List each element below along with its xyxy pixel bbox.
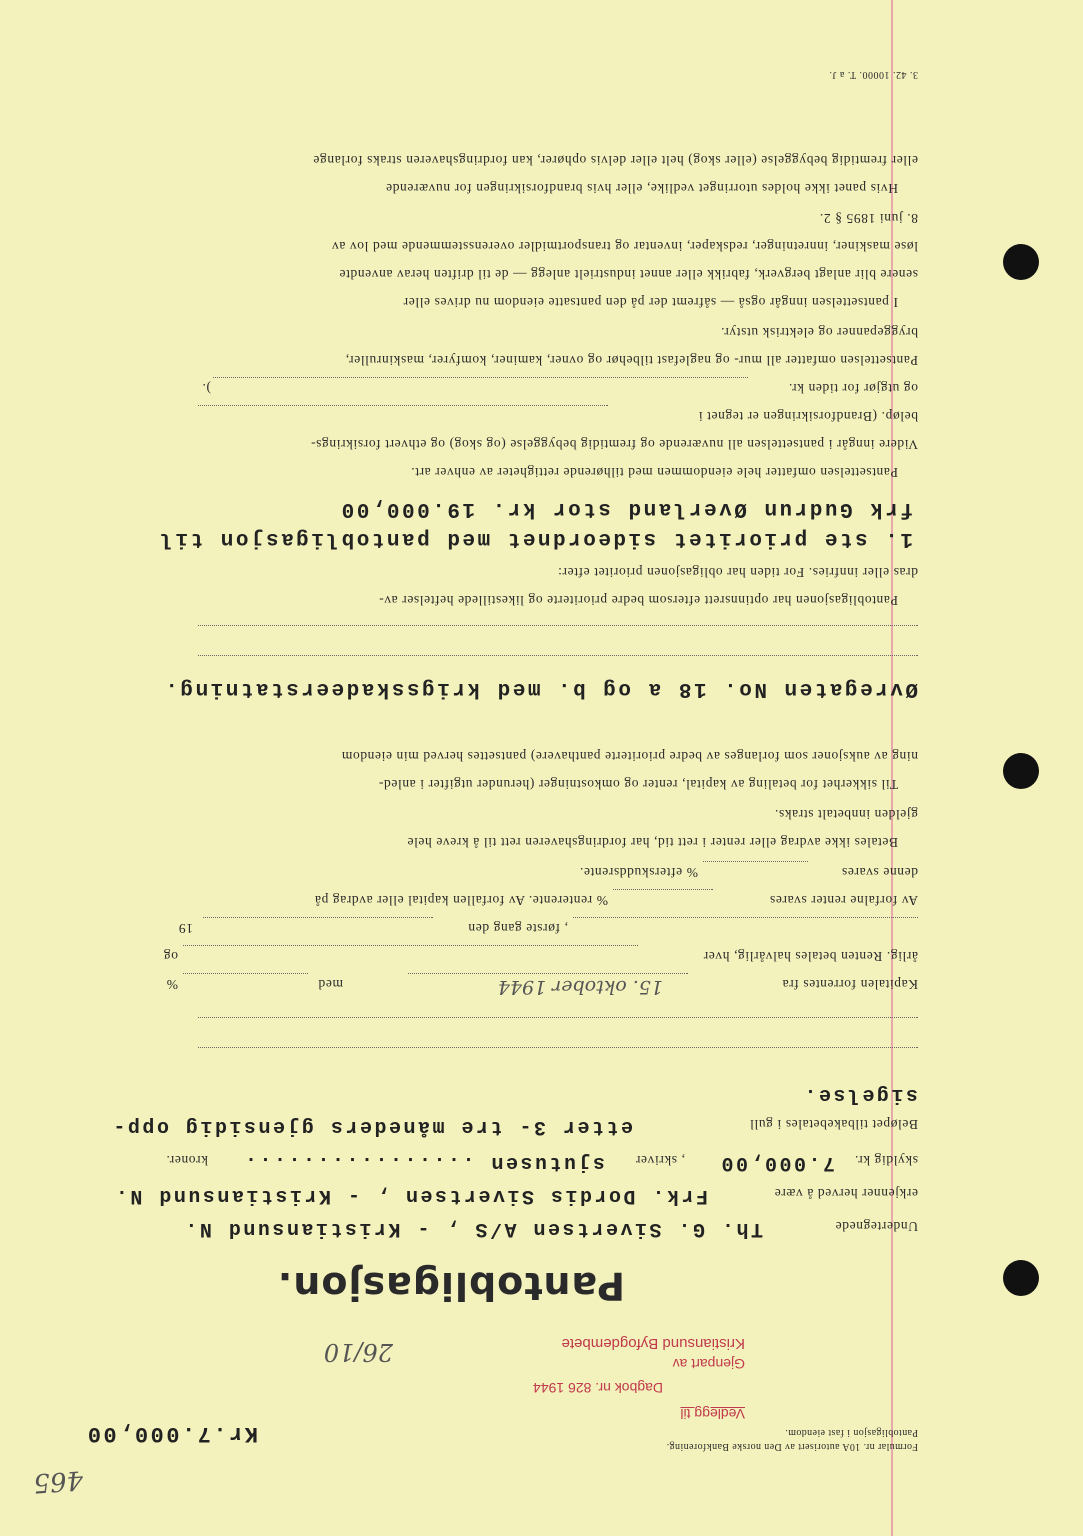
blank-line bbox=[183, 973, 308, 974]
paragraph-priority-2: dras eller innfries. For tiden har obligasjonen prioritet efter: bbox=[557, 565, 918, 580]
paragraph-fixtures-1: Pantsettelsen omfatter all mur- og naglefast tilbehør og ovner, kaminer, komfyrer, maskinruller, bbox=[345, 353, 918, 368]
blank-line bbox=[198, 625, 918, 626]
print-code: 3. 42. 10000. T. a J. bbox=[828, 69, 918, 80]
interest-line-1c: % bbox=[166, 977, 178, 992]
interest-line-3a: , første gang den bbox=[467, 921, 568, 936]
paragraph-fixtures-2: bryggepanner og elektrisk utstyr. bbox=[720, 325, 918, 340]
paragraph-insurance-2: beløp. (Brandforsikringen er tegnet i bbox=[698, 409, 918, 424]
stamp-line-4: Kristiansund Byfogdembete bbox=[561, 1335, 745, 1352]
blank-line bbox=[573, 917, 918, 918]
paragraph-insurance-1: Videre inngår i pantsettelsen all nuværende og fremtidig bebyggelse (og skog) og ethvert forsikrings- bbox=[310, 437, 918, 452]
blank-line bbox=[198, 655, 918, 656]
undersigned-label: Undertegnede bbox=[835, 1219, 918, 1234]
repayment-label: Beløpet tilbakebetales i gull bbox=[749, 1117, 918, 1132]
acknowledge-label: erkjenner herved å være bbox=[774, 1186, 918, 1201]
paragraph-insurance-3: og utgjør for tiden kr. bbox=[788, 381, 918, 396]
paragraph-default-2: gjelden innbetalt straks. bbox=[774, 807, 918, 822]
interest-line-1a: Kapitalen forrentes fra bbox=[782, 977, 918, 992]
owe-label: skyldig kr. bbox=[854, 1153, 918, 1168]
amount-words: sjutusen ................ bbox=[242, 1151, 605, 1174]
kroner-label: kroner. bbox=[165, 1153, 208, 1168]
paragraph-scope: Pantsettelsen omfatter hele eiendommen med tilhørende rettigheter av enhver art. bbox=[410, 465, 898, 480]
punch-hole-top bbox=[1003, 1260, 1039, 1296]
interest-line-2b: og bbox=[163, 949, 178, 964]
blank-line bbox=[183, 945, 638, 946]
paragraph-industrial-1: I pantsettelsen inngår også — såfremt der på den pantsatte eiendom nu drives eller bbox=[403, 295, 898, 310]
paragraph-priority-1: Pantobligasjonen har optinnsrett eftersom bedre prioriterte og likestillede heftelser av- bbox=[378, 593, 898, 608]
form-info-2: Pantobligasjon i fast eiendom. bbox=[784, 1427, 918, 1438]
interest-start-date: 15. oktober 1944 bbox=[497, 976, 663, 998]
blank-line bbox=[198, 405, 608, 406]
paragraph-default-1: Betales ikke avdrag eller renter i rett tid, har fordringshaveren rett til å kreve hele bbox=[406, 835, 898, 850]
interest-line-5b: % efterskuddsrente. bbox=[579, 865, 698, 880]
priority-entry-1: 1. ste prioritet sideordnet med pantobligasjon til bbox=[157, 527, 913, 550]
interest-line-4b: % renterente. Av forfallen kapital eller avdrag på bbox=[314, 893, 608, 908]
paragraph-maintenance-1: Hvis panet ikke holdes utorringet vedlike, eller hvis brandforsikringen for nuværende bbox=[385, 181, 898, 196]
blank-line bbox=[198, 1017, 918, 1018]
stamp-line-1: Vedlegg til bbox=[680, 1406, 745, 1422]
undersigned-name: Th. G. Sivertsen A/S , - Kristiansund N. bbox=[182, 1217, 763, 1240]
margin-line bbox=[891, 0, 893, 1536]
priority-entry-2: frk Gudrun Øverland stor kr. 19.000,00 bbox=[339, 497, 913, 520]
stamp-handwritten-date: 26/10 bbox=[323, 1338, 393, 1366]
interest-line-4a: Av forfalne renter svares bbox=[769, 893, 918, 908]
paragraph-security-1: Til sikkerhet for betaling av kapital, renter og omkostninger (herunder utgifter i anled- bbox=[378, 777, 898, 792]
paragraph-industrial-3: løse maskiner, innretninger, redskaper, inventar og transportmidler overensstemmende med lov av bbox=[331, 239, 918, 254]
paragraph-maintenance-2: eller fremtidig bebyggelse (eller skog) helt eller delvis ophører, kan fordringshaveren straks forlange bbox=[312, 153, 918, 168]
stamp-line-2: Gjenpart av bbox=[672, 1356, 745, 1372]
interest-line-1b: med bbox=[317, 977, 343, 992]
blank-line bbox=[203, 917, 433, 918]
owe-amount: 7.000,00 bbox=[718, 1151, 835, 1174]
interest-line-3b: 19 bbox=[178, 921, 193, 936]
creditor-name: Frk. Dordis Sivertsen , - Kristiansund N. bbox=[113, 1184, 708, 1207]
pledged-property: Øvregaten No. 18 a og b. med krigsskadeerstatning. bbox=[162, 677, 918, 700]
blank-line bbox=[213, 377, 748, 378]
paragraph-security-2: ning av auksjoner som forlanges av bedre prioriterte panthavere) pantsettes herved min eiendom bbox=[341, 749, 918, 764]
blank-line bbox=[408, 973, 688, 974]
paragraph-industrial-2: senere blir anlagt bergverk, fabrikk eller annet industrielt anlegg — de til driften herav anvendte bbox=[338, 267, 918, 282]
punch-hole-bottom bbox=[1003, 244, 1039, 280]
amount-box: Kr.7.000,00 bbox=[85, 1421, 258, 1446]
writes-label: , skriver bbox=[635, 1153, 685, 1168]
blank-line bbox=[703, 861, 808, 862]
interest-line-5a: denne svares bbox=[841, 865, 918, 880]
stamp-line-3: Dagbok nr. 826 1944 bbox=[533, 1380, 663, 1396]
paragraph-insurance-3b: ). bbox=[201, 381, 211, 396]
page-number: 465 bbox=[32, 1464, 84, 1498]
repayment-terms-2: sigelse. bbox=[801, 1083, 918, 1106]
document-title: Pantobligasjon. bbox=[276, 1264, 625, 1308]
paragraph-industrial-4: 8. juni 1895 § 2. bbox=[819, 211, 918, 226]
blank-line bbox=[613, 889, 713, 890]
form-info-1: Formular nr. 10A autorisert av Den norske Bankforening. bbox=[666, 1441, 918, 1452]
punch-hole-middle bbox=[1003, 753, 1039, 789]
interest-line-2a: årlig. Renten betales halvårlig, hver bbox=[703, 949, 918, 964]
repayment-terms-1: etter 3- tre måneders gjensidig opp- bbox=[110, 1115, 633, 1138]
blank-line bbox=[198, 1047, 918, 1048]
